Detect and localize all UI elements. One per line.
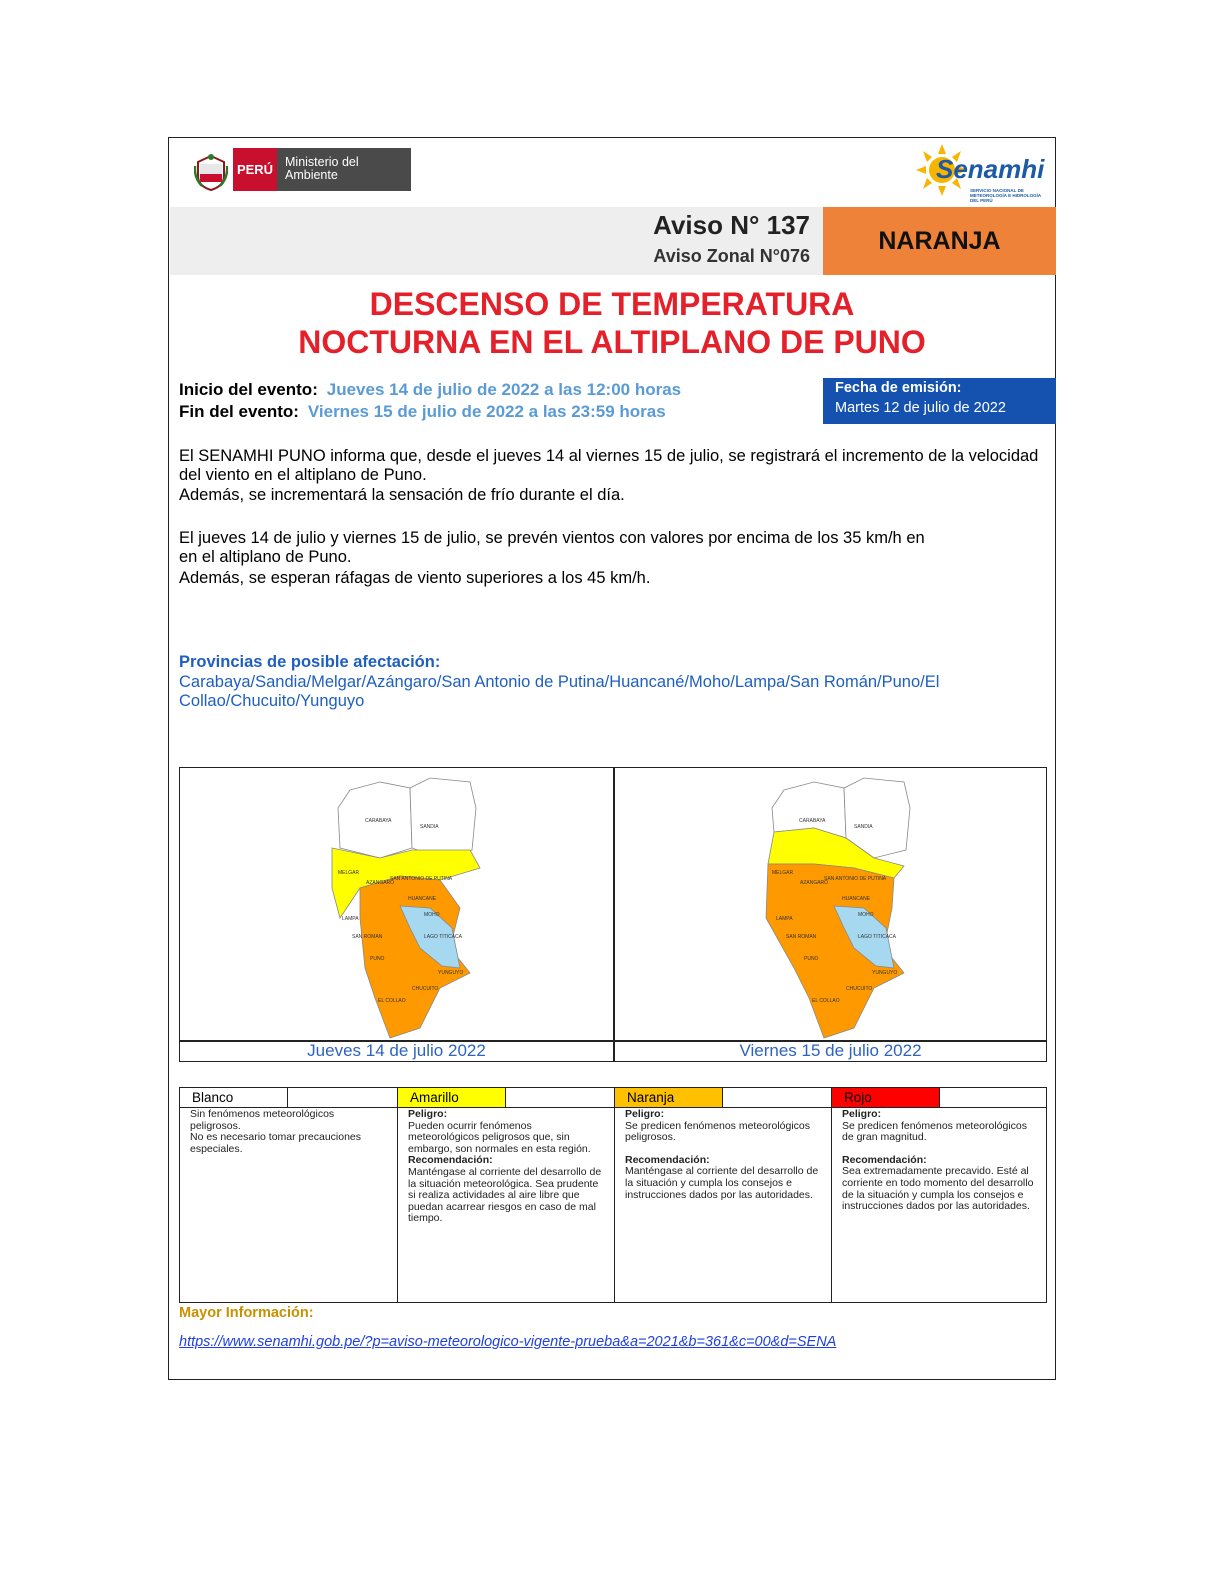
warning-title: DESCENSO DE TEMPERATURA NOCTURNA EN EL ALTIPLANO DE PUNO xyxy=(298,286,926,360)
map1-label-yunguyo: YUNGUYO xyxy=(438,970,464,976)
map1-label-melgar: MELGAR xyxy=(338,870,360,876)
map2-label-azangaro: AZANGARO xyxy=(800,880,829,886)
alert-level-legend xyxy=(179,1087,1047,1303)
legend-body-rojo xyxy=(842,1109,1039,1213)
legend-head xyxy=(180,1088,397,1108)
event-start-value: Jueves 14 de julio de 2022 a las 12:00 horas xyxy=(326,380,682,399)
map2-label-chucuito: CHUCUITO xyxy=(846,986,873,992)
emission-date-box xyxy=(823,378,1056,424)
map1-label-el-collao: EL COLLAO xyxy=(378,998,406,1004)
legend-swatch-rojo: Rojo xyxy=(832,1088,940,1107)
map1-label-moho: MOHO xyxy=(424,912,440,918)
legend-rec-text: Manténgase al corriente del desarrollo de la situación y cumpla los consejos e instrucciones dados por las autoridades. xyxy=(625,1165,819,1201)
event-end-label: Fin del evento: xyxy=(179,402,299,421)
map2-label-melgar: MELGAR xyxy=(772,870,794,876)
map2-label-san-roman: SAN ROMAN xyxy=(786,934,817,940)
legend-rec-text: Sea extremadamente precavido. Esté al corriente en todo momento del desarrollo de la situación y cumpla los consejos e instrucciones dados por las autoridades. xyxy=(842,1165,1034,1213)
ministry-label: Ministerio del Ambiente xyxy=(277,148,411,191)
legend-peligro-text: Se predicen fenómenos meteorológicos peligrosos. xyxy=(625,1119,811,1144)
peru-label: PERÚ xyxy=(233,148,277,191)
legend-rec-text: Manténgase al corriente del desarrollo de la situación meteorológica. Sea prudente si realiza actividades al aire libre que puedan acarrear riesgos en caso de mal tiempo. xyxy=(408,1165,602,1225)
forecast-maps xyxy=(179,767,1047,1062)
legend-col-rojo xyxy=(831,1088,1046,1302)
legend-peligro-label: Peligro: xyxy=(842,1108,882,1120)
event-start-label: Inicio del evento: xyxy=(179,380,318,399)
event-start xyxy=(179,380,681,400)
aviso-zonal: Aviso Zonal N°076 xyxy=(653,246,810,266)
legend-body-naranja xyxy=(625,1109,822,1201)
body-paragraph-3a: El jueves 14 de julio y viernes 15 de julio, se prevén vientos con valores por encima de los 35 km/h en xyxy=(179,529,925,547)
legend-peligro-label: Peligro: xyxy=(625,1108,665,1120)
legend-peligro-text: Pueden ocurrir fenómenos meteorológicos peligrosos que, sin embargo, son normales en esta región. xyxy=(408,1119,591,1155)
map2-label-el-collao: EL COLLAO xyxy=(812,998,840,1004)
map1-label-puno: PUNO xyxy=(370,956,385,962)
map1-label-san-roman: SAN ROMAN xyxy=(352,934,383,940)
map2-label-lampa: LAMPA xyxy=(776,916,793,922)
aviso-number: Aviso N° 137 xyxy=(653,210,810,240)
map-day-2 xyxy=(754,768,924,1040)
map2-label-huancane: HUANCANE xyxy=(842,896,871,902)
map1-label-lago: LAGO TITICACA xyxy=(424,934,462,940)
emission-label: Fecha de emisión: xyxy=(835,380,962,396)
map2-label-carabaya: CARABAYA xyxy=(799,818,826,824)
map1-label-putina: SAN ANTONIO DE PUTINA xyxy=(390,876,453,882)
map-day-1 xyxy=(320,768,490,1040)
provinces-label: Provincias de posible afectación: xyxy=(179,653,441,671)
senamhi-logo xyxy=(912,142,1052,204)
emission-value: Martes 12 de julio de 2022 xyxy=(835,400,1006,416)
legend-swatch-blanco: Blanco xyxy=(180,1088,288,1107)
map1-label-azangaro: AZANGARO xyxy=(366,880,395,886)
body-paragraph-1: El SENAMHI PUNO informa que, desde el jueves 14 al viernes 15 de julio, se registrará el incremento de la velocidad del viento en el altiplano de Puno. xyxy=(179,447,1039,484)
map1-label-huancane: HUANCANE xyxy=(408,896,437,902)
legend-swatch-amarillo: Amarillo xyxy=(398,1088,506,1107)
map2-label-lago: LAGO TITICACA xyxy=(858,934,896,940)
legend-col-blanco xyxy=(180,1088,397,1302)
peru-coat-of-arms-icon xyxy=(194,152,228,192)
map2-label-puno: PUNO xyxy=(804,956,819,962)
body-paragraph-4: Además, se esperan ráfagas de viento superiores a los 45 km/h. xyxy=(179,569,651,587)
legend-rec-label: Recomendación: xyxy=(408,1154,493,1167)
provinces-list: Carabaya/Sandia/Melgar/Azángaro/San Antonio de Putina/Huancané/Moho/Lampa/San Román/Puno/El Collao/Chucuito/Yunguyo xyxy=(179,673,940,710)
maps-divider xyxy=(613,768,615,1061)
map-day-2-caption: Viernes 15 de julio 2022 xyxy=(739,1041,922,1060)
map1-label-chucuito: CHUCUITO xyxy=(412,986,439,992)
legend-swatch-naranja: Naranja xyxy=(615,1088,723,1107)
senamhi-name: Senamhi xyxy=(936,154,1045,184)
map1-label-lampa: LAMPA xyxy=(342,916,359,922)
body-paragraph-3b: en el altiplano de Puno. xyxy=(179,548,352,566)
more-info-link[interactable]: https://www.senamhi.gob.pe/?p=aviso-meteorologico-vigente-prueba&a=2021&b=361&c=00&d=SENA xyxy=(179,1334,837,1350)
map2-label-putina: SAN ANTONIO DE PUTINA xyxy=(824,876,887,882)
legend-body-amarillo xyxy=(408,1109,605,1225)
senamhi-subtitle: SERVICIO NACIONAL DE METEOROLOGÍA E HIDROLOGÍA DEL PERÚ xyxy=(970,188,1041,203)
legend-col-naranja xyxy=(614,1088,831,1302)
map2-label-sandia: SANDIA xyxy=(854,824,873,830)
legend-col-amarillo xyxy=(397,1088,614,1302)
legend-head xyxy=(615,1088,831,1108)
map2-label-yunguyo: YUNGUYO xyxy=(872,970,898,976)
legend-peligro-text: Se predicen fenómenos meteorológicos de gran magnitud. xyxy=(842,1119,1028,1144)
map-day-1-caption: Jueves 14 de julio 2022 xyxy=(307,1041,486,1060)
alert-level-badge: NARANJA xyxy=(823,207,1056,275)
legend-peligro-label: Peligro: xyxy=(408,1108,448,1120)
legend-rec-label: Recomendación: xyxy=(842,1153,927,1166)
map1-label-sandia: SANDIA xyxy=(420,824,439,830)
map2-label-moho: MOHO xyxy=(858,912,874,918)
ministry-logo xyxy=(233,148,411,191)
legend-peligro-text: Sin fenómenos meteorológicos peligrosos. xyxy=(190,1108,335,1132)
event-end xyxy=(179,402,666,422)
legend-head xyxy=(832,1088,1046,1108)
event-end-value: Viernes 15 de julio de 2022 a las 23:59 horas xyxy=(307,402,666,421)
legend-rec-text: No es necesario tomar precauciones especiales. xyxy=(190,1131,362,1155)
legend-rec-label: Recomendación: xyxy=(625,1153,710,1166)
body-paragraph-2: Además, se incrementará la sensación de frío durante el día. xyxy=(179,486,625,504)
map1-label-carabaya: CARABAYA xyxy=(365,818,392,824)
more-info-label: Mayor Información: xyxy=(179,1305,314,1321)
legend-head xyxy=(398,1088,614,1108)
legend-body-blanco xyxy=(190,1109,387,1155)
